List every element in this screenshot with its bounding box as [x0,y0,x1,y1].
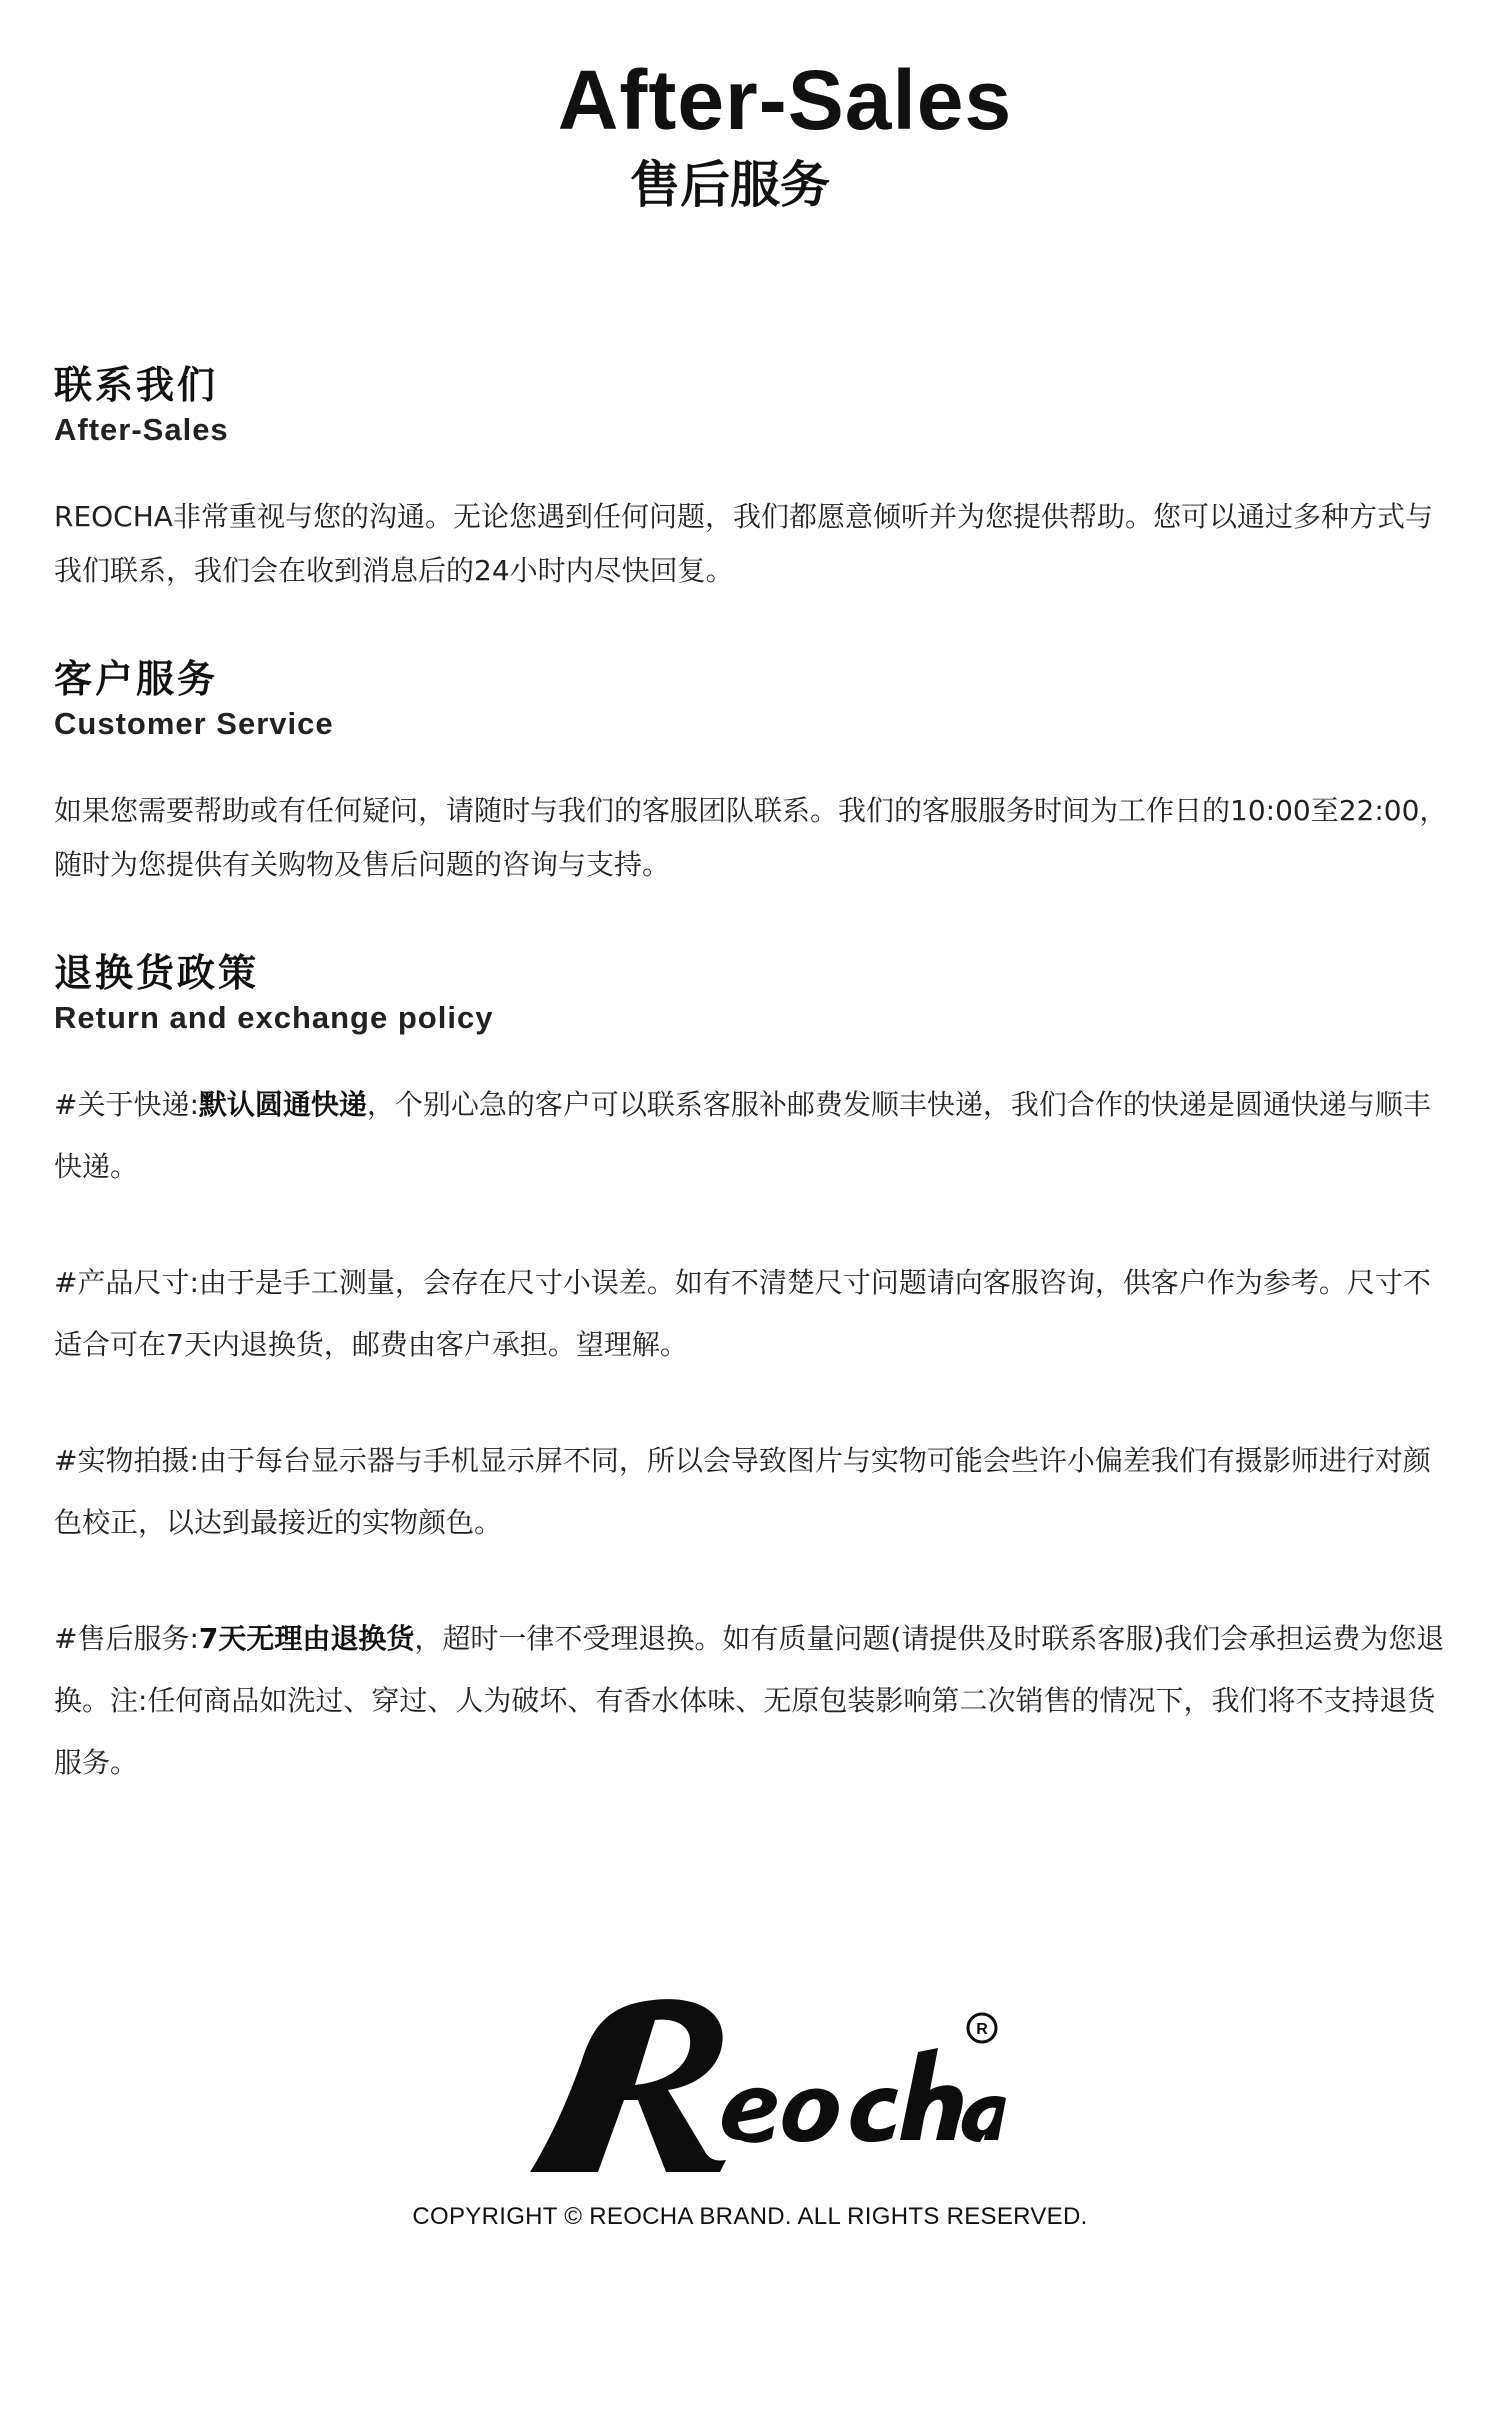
section-contact [54,360,1454,598]
policy-text: ，个别心急的客户可以联系客服补邮费发顺丰快递，我们合作的快递是圆通快递与顺丰快递。 [54,1088,1431,1183]
policy-size [54,1252,1454,1376]
section-heading-zh: 客户服务 [54,657,219,701]
page-footer [0,1990,1500,2232]
policy-photography [54,1430,1454,1554]
policy-text: ，超时一律不受理退换。如有质量问题(请提供及时联系客服)我们会承担运费为您退换。注:任何商品如洗过、穿过、人为破坏、有香水体味、无原包装影响第二次销售的情况下，我们将不支持退货服务。 [54,1622,1445,1779]
policy-label: #产品尺寸: [54,1266,199,1299]
page-subtitle: 售后服务 [630,156,830,214]
policy-label: #关于快递: [54,1088,199,1121]
page-title: After-Sales [557,53,1013,147]
section-heading-zh: 联系我们 [54,363,219,407]
section-body: 如果您需要帮助或有任何疑问，请随时与我们的客服团队联系。我们的客服服务时间为工作日的10:00至22:00，随时为您提供有关购物及售后问题的咨询与支持。 [54,794,1448,881]
policy-after-sales [54,1608,1454,1794]
main-content [54,360,1454,1794]
policy-shipping [54,1074,1454,1198]
svg-text:R: R [976,2021,988,2038]
policy-highlight: 7天无理由退换货 [198,1622,415,1655]
section-return-policy [54,948,1454,1794]
section-customer-service [54,654,1454,892]
policy-label: #实物拍摄: [54,1444,199,1477]
copyright-text: COPYRIGHT © REOCHA BRAND. ALL RIGHTS RESERVED. [412,2203,1088,2230]
section-heading-en: Return and exchange policy [54,1000,494,1035]
reocha-logo [490,1990,1010,2180]
section-heading-zh: 退换货政策 [54,951,260,995]
registered-mark-icon [968,2014,996,2042]
policy-label: #售后服务: [54,1622,199,1655]
policy-highlight: 默认圆通快递 [198,1088,367,1121]
page-header [0,50,1500,218]
policy-text: 由于每台显示器与手机显示屏不同，所以会导致图片与实物可能会些许小偏差我们有摄影师进行对颜色校正，以达到最接近的实物颜色。 [54,1444,1431,1539]
section-heading-en: After-Sales [54,412,229,447]
section-body: REOCHA非常重视与您的沟通。无论您遇到任何问题，我们都愿意倾听并为您提供帮助。您可以通过多种方式与我们联系，我们会在收到消息后的24小时内尽快回复。 [54,500,1433,587]
policy-text: 由于是手工测量，会存在尺寸小误差。如有不清楚尺寸问题请向客服咨询，供客户作为参考。尺寸不适合可在7天内退换货，邮费由客户承担。望理解。 [54,1266,1431,1361]
section-heading-en: Customer Service [54,706,334,741]
